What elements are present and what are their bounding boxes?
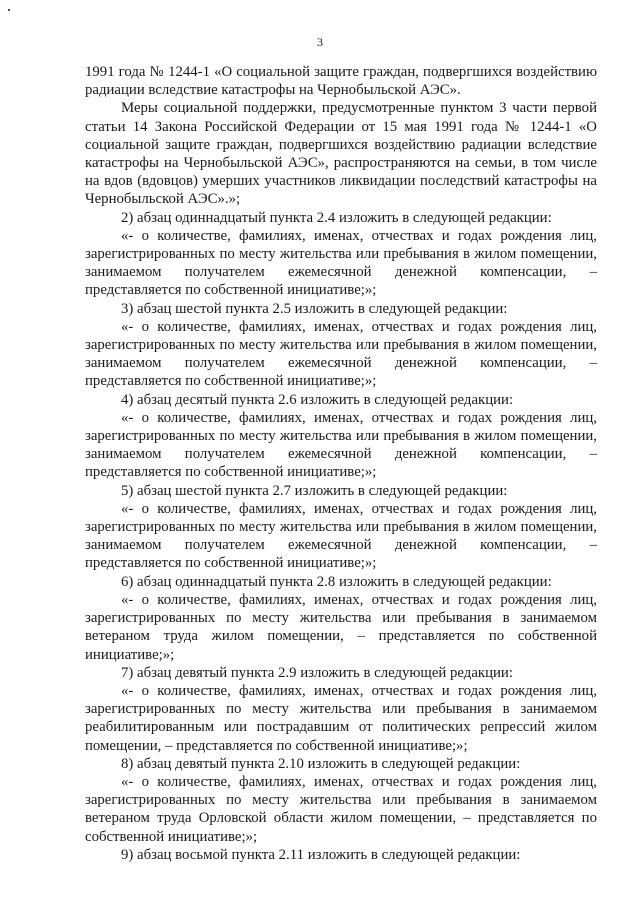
amendment-heading: 2) абзац одиннадцатый пункта 2.4 изложить в следующей редакции: — [121, 209, 552, 226]
amendment-text: «- о количестве, фамилиях, именах, отчествах и годах рождения лиц, зарегистрированных по месту жительства или пребывания в жилом помещении, занимаемом получателем ежемесячной денежной компенсации, – представляется по собственной инициативе;»; — [85, 409, 597, 481]
amendment-heading: 9) абзац восьмой пункта 2.11 изложить в следующей редакции: — [121, 846, 521, 863]
amendment-text: «- о количестве, фамилиях, именах, отчествах и годах рождения лиц, зарегистрированных по месту жительства или пребывания в занимаемом ветераном труда жилом помещении, – представляется по собственной инициативе;»; — [85, 591, 597, 663]
amendment-heading: 3) абзац шестой пункта 2.5 изложить в следующей редакции: — [121, 300, 508, 317]
paragraph: 1991 года № 1244-1 «О социальной защите граждан, подвергшихся воздействию радиации вследствие катастрофы на Чернобыльской АЭС». — [85, 64, 597, 99]
document-body — [85, 63, 597, 864]
amendment-heading: 6) абзац одиннадцатый пункта 2.8 изложить в следующей редакции: — [121, 573, 552, 590]
amendment-text: «- о количестве, фамилиях, именах, отчествах и годах рождения лиц, зарегистрированных по месту жительства или пребывания в занимаемом ветераном труда Орловской области жилом помещении, – представляется по собственной инициативе;»; — [85, 773, 597, 845]
amendment-text: «- о количестве, фамилиях, именах, отчествах и годах рождения лиц, зарегистрированных по месту жительства или пребывания в жилом помещении, занимаемом получателем ежемесячной денежной компенсации, – представляется по собственной инициативе;»; — [85, 227, 597, 299]
scan-dot — [8, 9, 10, 11]
amendment-text: «- о количестве, фамилиях, именах, отчествах и годах рождения лиц, зарегистрированных по месту жительства или пребывания в занимаемом реабилитированным или пострадавшим от политических репрессий жилом помещении, – представляется по собственной инициативе;»; — [85, 682, 597, 754]
paragraph: Меры социальной поддержки, предусмотренные пунктом 3 части первой статьи 14 Закона Российской Федерации от 15 мая 1991 года № 1244-1 «О социальной защите граждан, подвергшихся воздействию радиации вследствие катастрофы на Чернобыльской АЭС», распространяются на семьи, в том числе на вдов (вдовцов) умерших участников ликвидации последствий катастрофы на Чернобыльской АЭС».»; — [85, 100, 597, 208]
amendment-heading: 5) абзац шестой пункта 2.7 изложить в следующей редакции: — [121, 482, 508, 499]
amendment-heading: 4) абзац десятый пункта 2.6 изложить в следующей редакции: — [121, 391, 514, 408]
amendment-heading: 8) абзац девятый пункта 2.10 изложить в следующей редакции: — [121, 755, 521, 772]
amendment-text: «- о количестве, фамилиях, именах, отчествах и годах рождения лиц, зарегистрированных по месту жительства или пребывания в жилом помещении, занимаемом получателем ежемесячной денежной компенсации, – представляется по собственной инициативе;»; — [85, 318, 597, 390]
amendment-heading: 7) абзац девятый пункта 2.9 изложить в следующей редакции: — [121, 664, 513, 681]
amendment-text: «- о количестве, фамилиях, именах, отчествах и годах рождения лиц, зарегистрированных по месту жительства или пребывания в жилом помещении, занимаемом получателем ежемесячной денежной компенсации, – представляется по собственной инициативе;»; — [85, 500, 597, 572]
page-number: 3 — [317, 35, 323, 49]
